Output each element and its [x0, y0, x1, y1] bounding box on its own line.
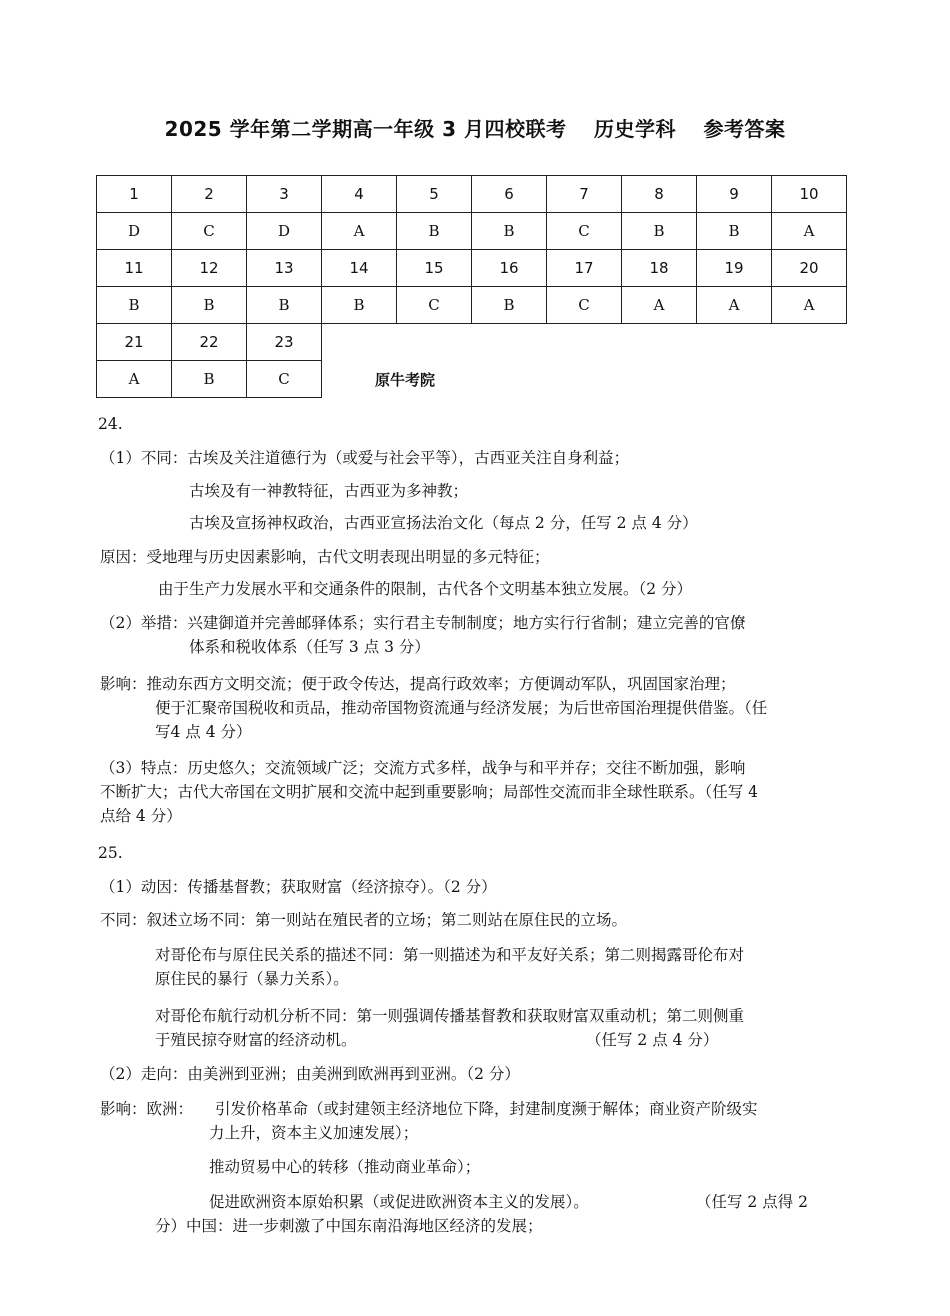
answer-line: 引发价格革命（或封建领主经济地位下降，封建制度濒于解体；商业资产阶级实 [215, 1100, 758, 1118]
answer-cell: B [322, 287, 397, 324]
answer-cell: C [547, 287, 622, 324]
question-number: 11 [97, 250, 172, 287]
q25-label: 25. [98, 844, 123, 862]
answer-line: 便于汇聚帝国税收和贡品，推动帝国物资流通与经济发展；为后世帝国治理提供借鉴。（任 [155, 699, 768, 717]
question-number: 7 [547, 176, 622, 213]
answer-line: 不同：叙述立场不同：第一则站在殖民者的立场；第二则站在原住民的立场。 [100, 911, 628, 929]
question-number: 3 [247, 176, 322, 213]
answer-cell: A [97, 361, 172, 398]
table-row [97, 324, 847, 361]
question-number: 1 [97, 176, 172, 213]
answer-line: 由于生产力发展水平和交通条件的限制，古代各个文明基本独立发展。（2 分） [158, 580, 693, 598]
question-number: 20 [772, 250, 847, 287]
question-number: 5 [397, 176, 472, 213]
question-number: 18 [622, 250, 697, 287]
answer-line: 于殖民掠夺财富的经济动机。 [155, 1031, 357, 1049]
answer-line: 体系和税收体系（任写 3 点 3 分） [189, 638, 430, 656]
question-number: 2 [172, 176, 247, 213]
title-subject: 历史学科 [593, 117, 676, 141]
question-number: 10 [772, 176, 847, 213]
answer-line: 对哥伦布与原住民关系的描述不同：第一则描述为和平友好关系；第二则揭露哥伦布对 [155, 946, 745, 964]
question-number: 19 [697, 250, 772, 287]
question-number: 12 [172, 250, 247, 287]
question-number: 8 [622, 176, 697, 213]
title-answer-key: 参考答案 [703, 117, 786, 141]
answer-line: 影响：欧洲： [100, 1100, 194, 1118]
answer-line: 写4 点 4 分） [155, 723, 252, 741]
score-note: （任写 2 点 4 分） [586, 1031, 719, 1049]
answer-cell: B [97, 287, 172, 324]
table-row [97, 287, 847, 324]
question-number: 22 [172, 324, 247, 361]
answer-line: 分）中国：进一步刺激了中国东南沿海地区经济的发展； [155, 1217, 543, 1235]
q24-label: 24. [98, 415, 123, 433]
answer-cell: C [172, 213, 247, 250]
question-number: 4 [322, 176, 397, 213]
watermark: 原牛考院 [375, 371, 436, 389]
answer-line: 对哥伦布航行动机分析不同：第一则强调传播基督教和获取财富双重动机；第二则侧重 [155, 1007, 745, 1025]
answer-line: 不断扩大；古代大帝国在文明扩展和交流中起到重要影响；局部性交流而非全球性联系。（任写 4 [100, 783, 759, 801]
question-number: 16 [472, 250, 547, 287]
table-row [97, 250, 847, 287]
question-number: 23 [247, 324, 322, 361]
answer-line: 力上升，资本主义加速发展）； [209, 1124, 419, 1142]
table-row [97, 176, 847, 213]
answer-line: （2）走向：由美洲到亚洲；由美洲到欧洲再到亚洲。（2 分） [100, 1065, 520, 1083]
table-row [97, 361, 847, 398]
answer-line: （2）举措：兴建御道并完善邮驿体系；实行君主专制制度；地方实行行省制；建立完善的官僚 [100, 614, 746, 632]
answer-cell: A [772, 287, 847, 324]
answer-line: （1）动因：传播基督教；获取财富（经济掠夺）。（2 分） [100, 878, 497, 896]
answer-cell: B [622, 213, 697, 250]
answer-cell: B [247, 287, 322, 324]
answer-line: 促进欧洲资本原始积累（或促进欧洲资本主义的发展）。 [209, 1193, 589, 1211]
question-number: 9 [697, 176, 772, 213]
answer-cell: A [772, 213, 847, 250]
answer-cell: B [472, 213, 547, 250]
score-note: （任写 2 点得 2 [696, 1193, 809, 1211]
table-empty [322, 324, 847, 361]
answer-cell: B [397, 213, 472, 250]
answer-cell: A [322, 213, 397, 250]
answer-cell: D [247, 213, 322, 250]
answer-cell: B [172, 361, 247, 398]
question-number: 15 [397, 250, 472, 287]
page-title [0, 113, 950, 142]
question-number: 21 [97, 324, 172, 361]
answer-line: （1）不同：古埃及关注道德行为（或爱与社会平等），古西亚关注自身利益； [100, 449, 630, 467]
answer-cell: B [697, 213, 772, 250]
answer-table [96, 175, 847, 398]
answer-line: 古埃及宣扬神权政治，古西亚宣扬法治文化（每点 2 分，任写 2 点 4 分） [189, 514, 698, 532]
answer-cell: B [472, 287, 547, 324]
answer-line: 原因：受地理与历史因素影响，古代文明表现出明显的多元特征； [100, 548, 550, 566]
title-exam: 2025 学年第二学期高一年级 3 月四校联考 [164, 117, 567, 141]
answer-line: 推动贸易中心的转移（推动商业革命）； [209, 1158, 481, 1176]
answer-cell: D [97, 213, 172, 250]
question-number: 17 [547, 250, 622, 287]
answer-cell: C [397, 287, 472, 324]
answer-cell: A [622, 287, 697, 324]
answer-cell: B [172, 287, 247, 324]
answer-cell: A [697, 287, 772, 324]
table-row [97, 213, 847, 250]
answer-line: 原住民的暴行（暴力关系）。 [155, 970, 349, 988]
question-number: 6 [472, 176, 547, 213]
answer-cell: C [247, 361, 322, 398]
answer-line: （3）特点：历史悠久；交流领域广泛；交流方式多样，战争与和平并存；交往不断加强，影响 [100, 759, 746, 777]
answer-line: 点给 4 分） [100, 807, 182, 825]
answer-cell: C [547, 213, 622, 250]
answer-line: 影响：推动东西方文明交流；便于政令传达，提高行政效率；方便调动军队，巩固国家治理； [100, 675, 736, 693]
question-number: 14 [322, 250, 397, 287]
question-number: 13 [247, 250, 322, 287]
answer-line: 古埃及有一神教特征，古西亚为多神教； [189, 482, 469, 500]
